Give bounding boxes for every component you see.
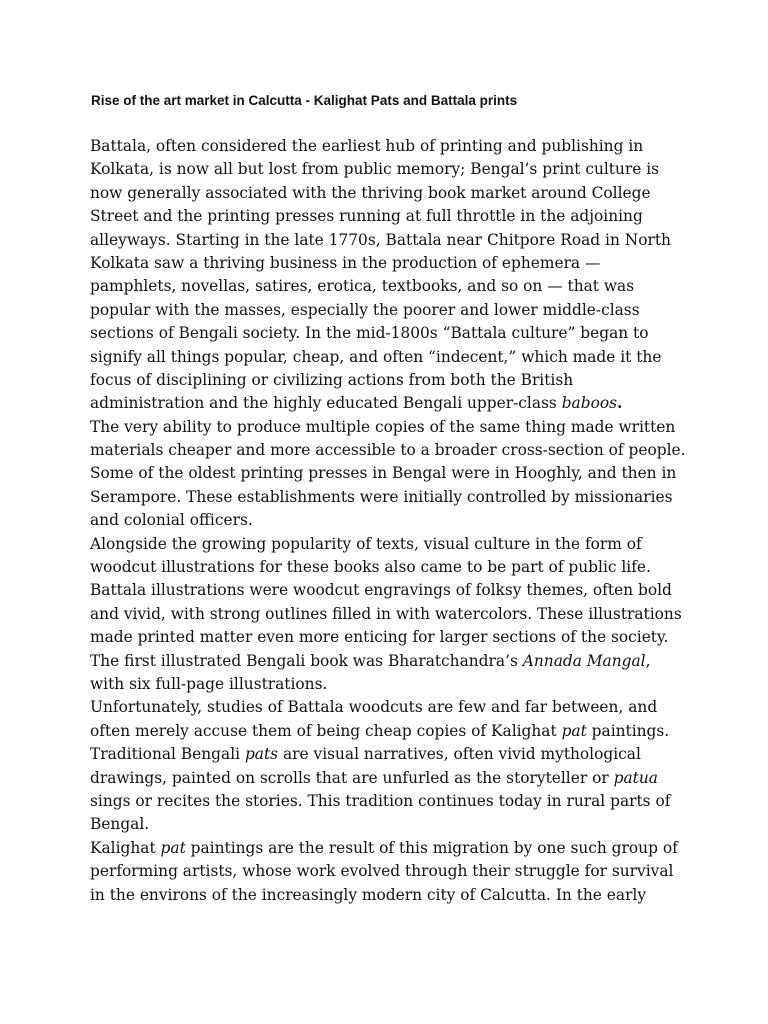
text-run: baboos <box>561 394 618 413</box>
text-run: woodcut illustrations for these books also came to be part of public life. <box>90 558 651 577</box>
text-run: The first illustrated Bengali book was Bharatchandra’s <box>90 651 523 670</box>
body-line <box>90 533 690 556</box>
text-run: Bengal. <box>90 815 150 834</box>
body-line <box>90 884 690 907</box>
text-run: pamphlets, novellas, satires, erotica, textbooks, and so on — that was <box>90 277 635 296</box>
body-line <box>90 182 690 205</box>
body-line <box>90 696 690 719</box>
text-run: Traditional Bengali <box>90 745 245 764</box>
text-run: sings or recites the stories. This tradition continues today in rural parts of <box>90 791 671 810</box>
body-line <box>90 416 690 439</box>
body-line <box>90 135 690 158</box>
text-run: Alongside the growing popularity of texts, visual culture in the form of <box>90 534 642 553</box>
text-run: pat <box>160 838 186 857</box>
text-run: patua <box>613 768 658 787</box>
body-line <box>90 650 690 673</box>
text-run: materials cheaper and more accessible to a broader cross-section of people. <box>90 441 686 460</box>
body-line <box>90 579 690 602</box>
text-run: drawings, painted on scrolls that are unfurled as the storyteller or <box>90 768 614 787</box>
text-run: administration and the highly educated Bengali upper-class <box>90 394 562 413</box>
text-run: alleyways. Starting in the late 1770s, Battala near Chitpore Road in North <box>90 230 671 249</box>
document-title: Rise of the art market in Calcutta - Kalighat Pats and Battala prints <box>91 93 518 108</box>
text-run: in the environs of the increasingly modern city of Calcutta. In the early <box>90 885 647 904</box>
body-line <box>90 790 690 813</box>
text-run: Battala, often considered the earliest hub of printing and publishing in <box>90 137 644 155</box>
text-run: . <box>617 394 623 413</box>
body-line <box>90 205 690 228</box>
body-line <box>90 673 690 696</box>
text-run: Unfortunately, studies of Battala woodcuts are few and far between, and <box>90 698 658 717</box>
text-run: popular with the masses, especially the poorer and lower middle-class <box>90 300 640 319</box>
text-run: The very ability to produce multiple copies of the same thing made written <box>90 417 676 436</box>
body-line <box>90 322 690 345</box>
text-run: pats <box>244 745 279 764</box>
body-line <box>90 860 690 883</box>
body-line <box>90 252 690 275</box>
body-line <box>90 743 690 766</box>
text-run: sections of Bengali society. In the mid-1800s “Battala culture” began to <box>90 324 649 343</box>
body-line <box>90 720 690 743</box>
body-line <box>90 486 690 509</box>
text-run: Annada Mangal <box>522 651 646 670</box>
body-line <box>90 626 690 649</box>
text-run: now generally associated with the thriving book market around College <box>90 183 651 202</box>
text-run: Kolkata, is now all but lost from public memory; Bengal’s print culture is <box>90 160 660 179</box>
body-line <box>90 299 690 322</box>
text-run: Kolkata saw a thriving business in the production of ephemera — <box>90 253 601 272</box>
text-run: and vivid, with strong outlines filled in with watercolors. These illustrations <box>90 604 682 623</box>
body-line <box>90 275 690 298</box>
text-run: Kalighat <box>90 838 161 857</box>
body-line <box>90 369 690 392</box>
body-line <box>90 556 690 579</box>
body-line <box>90 158 690 181</box>
text-run: and colonial officers. <box>90 511 253 530</box>
body-line <box>90 603 690 626</box>
body-line <box>90 346 690 369</box>
body-line <box>90 767 690 790</box>
text-run: Some of the oldest printing presses in Bengal were in Hooghly, and then in <box>90 464 677 483</box>
text-run: signify all things popular, cheap, and often “indecent,” which made it the <box>90 347 662 366</box>
text-run: , <box>645 651 651 670</box>
body-line <box>90 813 690 836</box>
body-line <box>90 837 690 860</box>
text-run: are visual narratives, often vivid mythological <box>278 745 641 764</box>
text-run: Serampore. These establishments were initially controlled by missionaries <box>90 487 673 506</box>
text-run: paintings are the result of this migration by one such group of <box>185 838 678 857</box>
article-body <box>90 135 690 907</box>
text-run: paintings. <box>586 721 670 740</box>
text-run: Battala illustrations were woodcut engravings of folksy themes, often bold <box>90 581 672 600</box>
text-run: pat <box>561 721 587 740</box>
body-line <box>90 509 690 532</box>
text-run: often merely accuse them of being cheap copies of Kalighat <box>90 721 562 740</box>
text-run: focus of disciplining or civilizing actions from both the British <box>90 370 574 389</box>
text-run: with six full-page illustrations. <box>90 674 328 693</box>
text-run: performing artists, whose work evolved through their struggle for survival <box>90 862 674 881</box>
text-run: made printed matter even more enticing for larger sections of the society. <box>90 628 669 647</box>
body-line <box>90 392 690 415</box>
body-line <box>90 462 690 485</box>
body-line <box>90 439 690 462</box>
text-run: Street and the printing presses running at full throttle in the adjoining <box>90 207 643 226</box>
body-line <box>90 229 690 252</box>
